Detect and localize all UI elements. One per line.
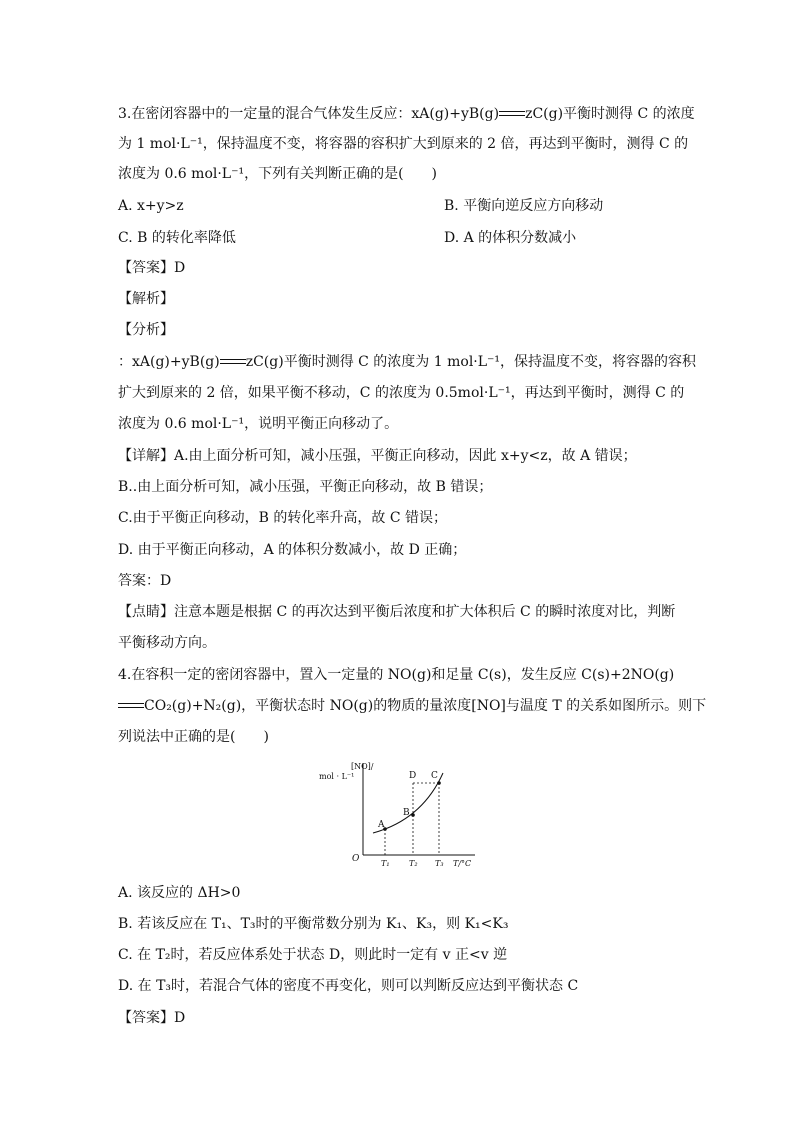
q4-option-b: B. 若该反应在 T₁、T₃时的平衡常数分别为 K₁、K₃，则 K₁<K₃ xyxy=(118,916,509,932)
q4-option-a: A. 该反应的 ΔH>0 xyxy=(118,885,241,901)
q3-stem-line2: 为 1 mol·L⁻¹，保持温度不变，将容器的容积扩大到原来的 2 倍，再达到平衡时，测得 C 的 xyxy=(118,136,689,152)
q3-option-a: A. x+y>z xyxy=(118,198,184,214)
q3-option-c: C. B 的转化率降低 xyxy=(118,230,236,246)
no-temperature-graph xyxy=(315,755,485,870)
q3-final-answer: 答案：D xyxy=(118,573,172,589)
point-b-dot xyxy=(411,813,415,817)
t2-label: T₂ xyxy=(409,859,418,868)
point-a-label: A xyxy=(378,820,385,830)
origin-label: O xyxy=(352,854,360,864)
equilibrium-arrow-icon xyxy=(220,358,246,366)
point-b-label: B xyxy=(403,808,410,818)
q4-stem-line1: 4.在容积一定的密闭容器中，置入一定量的 NO(g)和足量 C(s)，发生反应 C(s)+2NO(g) xyxy=(118,667,675,683)
q4-option-c: C. 在 T₂时，若反应体系处于状态 D，则此时一定有 v 正<v 逆 xyxy=(118,947,508,963)
x-unit-label: T/°C xyxy=(453,859,472,868)
equilibrium-arrow-icon xyxy=(499,110,525,118)
q3-fenxi-line1: ：xA(g)+yB(g) zC(g)平衡时测得 C 的浓度为 1 mol·L⁻¹，保持温度不变，将容器的容积 xyxy=(118,354,697,370)
point-c-label: C xyxy=(431,771,438,781)
t3-label: T₃ xyxy=(435,859,444,868)
q4-stem-line2: CO₂(g)+N₂(g)，平衡状态时 NO(g)的物质的量浓度[NO]与温度 T 的关系如图所示。则下 xyxy=(118,696,706,716)
q3-fenxi-line3: 浓度为 0.6 mol·L⁻¹，说明平衡正向移动了。 xyxy=(118,416,399,432)
q3-analysis-title: 【解析】 xyxy=(118,291,174,307)
q4-option-d: D. 在 T₃时，若混合气体的密度不再变化，则可以判断反应达到平衡状态 C xyxy=(118,978,579,994)
q3-stem-line3: 浓度为 0.6 mol·L⁻¹，下列有关判断正确的是( ) xyxy=(118,166,438,182)
q3-detail-a: 【详解】A.由上面分析可知，减小压强，平衡正向移动，因此 x+y<z，故 A 错误； xyxy=(118,448,637,464)
y-label-1: [NO]/ xyxy=(351,762,374,771)
q3-detail-d: D. 由于平衡正向移动，A 的体积分数减小，故 D 正确； xyxy=(118,542,467,558)
q3-tip-line2: 平衡移动方向。 xyxy=(118,635,216,651)
q3-option-d: D. A 的体积分数减小 xyxy=(444,230,577,246)
q3-tip-line1: 【点睛】注意本题是根据 C 的再次达到平衡后浓度和扩大体积后 C 的瞬时浓度对比，判断 xyxy=(118,604,676,620)
q3-answer: 【答案】D xyxy=(118,260,186,276)
t1-label: T₁ xyxy=(381,859,390,868)
q4-stem-line3: 列说法中正确的是( ) xyxy=(118,729,269,745)
q3-detail-c: C.由于平衡正向移动，B 的转化率升高，故 C 错误； xyxy=(118,510,448,526)
q3-detail-b: B..由上面分析可知，减小压强，平衡正向移动，故 B 错误； xyxy=(118,479,493,495)
q4-answer: 【答案】D xyxy=(118,1010,186,1026)
q3-fenxi-line2: 扩大到原来的 2 倍，如果平衡不移动，C 的浓度为 0.5mol·L⁻¹，再达到平衡时，测得 C 的 xyxy=(118,385,685,401)
q3-option-b: B. 平衡向逆反应方向移动 xyxy=(444,198,604,214)
equilibrium-arrow-icon xyxy=(118,702,144,710)
point-c-dot xyxy=(437,781,441,785)
q3-stem-line1: 3.在密闭容器中的一定量的混合气体发生反应：xA(g)+yB(g) zC(g)平衡时测得 C 的浓度 xyxy=(118,106,695,122)
q3-fenxi-title: 【分析】 xyxy=(118,322,174,338)
y-label-2: mol · L⁻¹ xyxy=(319,772,355,781)
point-d-label: D xyxy=(409,771,417,781)
